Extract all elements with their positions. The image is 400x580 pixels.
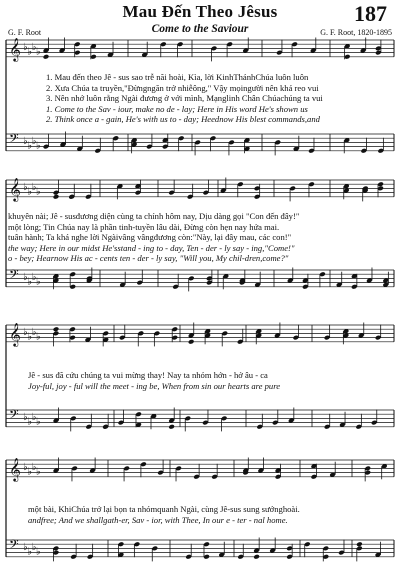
flat-icon: ♭ <box>31 327 37 339</box>
lyric-line: 1. Mau đến theo Jê - sus sao trễ nãi hoài, Kìa, lời KinhThánhChúa luôn luôn <box>46 72 309 82</box>
flat-icon: ♭ <box>31 272 37 284</box>
lyric-line: Jê - sus đã cứu chúng ta vui mừng thay! Nay ta nhóm hớn - hở âu - ca <box>28 370 268 380</box>
bass-clef-icon: 𝄢 <box>9 406 19 425</box>
flat-icon: ♭ <box>27 466 33 478</box>
flat-icon: ♭ <box>31 542 37 554</box>
lyric-line: Joy-ful, joy - ful will the meet - ing be, When from sin our hearts are pure <box>28 380 281 391</box>
flat-icon: ♭ <box>31 136 37 148</box>
flat-icon: ♭ <box>27 416 33 428</box>
composer-left: G. F. Root <box>8 28 42 37</box>
flat-icon: ♭ <box>31 462 37 474</box>
flat-icon: ♭ <box>31 412 37 424</box>
hymn-number: 187 <box>354 1 387 26</box>
flat-icon: ♭ <box>31 182 37 194</box>
flat-icon: ♭ <box>23 462 28 474</box>
lyric-line: 2. Think once a - gain, He's with us to - day; Heednow His blest commands,and <box>46 114 320 125</box>
flat-icon: ♭ <box>27 140 33 152</box>
treble-clef-icon: 𝄞 <box>9 36 21 61</box>
flat-icon: ♭ <box>35 276 41 288</box>
note-head <box>168 424 175 430</box>
flat-icon: ♭ <box>27 46 33 58</box>
treble-clef-icon: 𝄞 <box>9 456 21 481</box>
lyric-line: 3. Nên nhớ luôn rằng Ngài đương ở với mình, Mạnglinh Chân Chúachúng ta vui <box>46 93 323 104</box>
flat-icon: ♭ <box>35 186 41 198</box>
note-head <box>43 54 50 60</box>
bass-clef-icon: 𝄢 <box>9 536 19 555</box>
lyrics-system-1 <box>46 72 323 125</box>
hymn-title: Mau Đến Theo Jêsus <box>122 2 278 21</box>
note-head <box>53 326 60 332</box>
lyric-line: the way; Here in our midst He'sstand - ing to - day, Ten - der - ly say - ing,"Come!" <box>8 242 295 253</box>
flat-icon: ♭ <box>23 272 28 284</box>
lyric-line: 2. Xưa Chúa ta truyền,"Đừngngăn trở nhiễông," Vậy mọingười nên khá reo vui <box>46 82 319 93</box>
flat-icon: ♭ <box>31 42 37 54</box>
lyrics-system-4 <box>28 504 300 525</box>
composer-right: G. F. Root, 1820-1895 <box>320 28 392 37</box>
flat-icon: ♭ <box>23 136 28 148</box>
flat-icon: ♭ <box>35 331 41 343</box>
flat-icon: ♭ <box>23 42 28 54</box>
flat-icon: ♭ <box>23 182 28 194</box>
lyric-line: một lòng; Tin Chúa nay là phần tinh-tuyền lâu dài, Đừng còn hẹn nay hứa mai. <box>8 221 280 232</box>
flat-icon: ♭ <box>27 186 33 198</box>
treble-clef-icon: 𝄞 <box>9 176 21 201</box>
flat-icon: ♭ <box>35 416 41 428</box>
treble-clef-icon: 𝄞 <box>9 321 21 346</box>
flat-icon: ♭ <box>35 46 41 58</box>
note-head <box>53 194 60 200</box>
lyric-line: tuân hành; Ta khá nghe lời Ngàivâng vângđương còn:"Này, lại đây mau, các con!" <box>8 232 292 243</box>
lyric-line: 1. Come to the Sav - iour, make no de - lay; Here in His word He's shown us <box>46 103 308 114</box>
flat-icon: ♭ <box>27 546 33 558</box>
bass-clef-icon: 𝄢 <box>9 130 19 149</box>
lyric-line: một bài, KhiChúa trở lại bọn ta nhómquanh Ngài, cùng Jê-sus sung sướnghoài. <box>28 504 300 514</box>
lyric-line: o - bey; Hearnow His ac - cents ten - der - ly say, "Will you, My chil-dren,come?" <box>8 253 289 264</box>
lyrics-system-2 <box>8 211 299 264</box>
flat-icon: ♭ <box>35 546 41 558</box>
flat-icon: ♭ <box>27 276 33 288</box>
hymn-subtitle: Come to the Saviour <box>151 23 249 35</box>
flat-icon: ♭ <box>23 412 28 424</box>
flat-icon: ♭ <box>23 327 28 339</box>
flat-icon: ♭ <box>23 542 28 554</box>
lyric-line: khuyên nài; Jê - susđương diện cùng ta chính hôm nay, Dịu dàng gọi "Con đến đây!" <box>8 211 300 221</box>
note-head <box>253 554 260 560</box>
flat-icon: ♭ <box>27 331 33 343</box>
note-head <box>188 339 195 345</box>
flat-icon: ♭ <box>35 140 41 152</box>
note-head <box>356 541 363 547</box>
lyric-line: andfree; And we shallgath-er, Sav - ior, with Thee, In our e - ter - nal home. <box>28 514 288 525</box>
bass-clef-icon: 𝄢 <box>9 266 19 285</box>
lyrics-system-3 <box>28 370 280 391</box>
flat-icon: ♭ <box>35 466 41 478</box>
